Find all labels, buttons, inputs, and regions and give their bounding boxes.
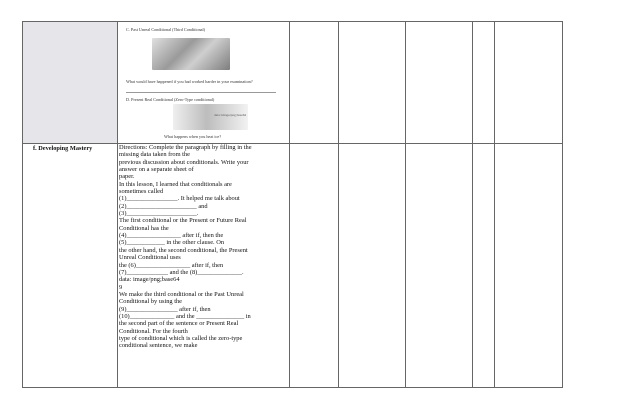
image-caption: data: image/png;base64 bbox=[214, 113, 247, 117]
paragraph-line: Conditional has the bbox=[119, 224, 169, 232]
exam-stress-image bbox=[152, 38, 230, 70]
paragraph-line: sometimes called bbox=[119, 188, 164, 196]
paragraph-line: In this lesson, I learned that conditionals are bbox=[119, 180, 232, 188]
paragraph-line: (4)_________________ after if, then the bbox=[119, 232, 224, 240]
empty-cell bbox=[290, 144, 339, 388]
empty-cell bbox=[406, 144, 473, 388]
paragraph-line: (5)____________ in the other clause. On bbox=[119, 239, 225, 247]
developing-mastery-content-cell bbox=[118, 144, 290, 388]
empty-cell bbox=[290, 22, 339, 144]
paragraph-line: the second part of the sentence or Present Real bbox=[119, 320, 239, 328]
empty-cell bbox=[339, 144, 406, 388]
question-c: What would have happened if you had worked harder in your examination? bbox=[126, 79, 253, 84]
item-d-heading: D. Present Real Conditional (Zero-Type conditional) bbox=[126, 97, 215, 102]
paragraph-line: (7)_____________ and the (8)______________. bbox=[119, 268, 244, 276]
paragraph-line: Conditional by using the bbox=[119, 298, 183, 306]
paragraph-line: Unreal Conditional uses bbox=[119, 254, 181, 262]
paragraph-line: conditional sentence, we make bbox=[119, 342, 198, 350]
empty-cell bbox=[495, 22, 563, 144]
empty-cell bbox=[473, 144, 495, 388]
paragraph-line: previous discussion about conditionals. Write your bbox=[119, 158, 249, 166]
paragraph-line: The first conditional or the Present or Future Real bbox=[119, 217, 247, 225]
question-d: What happens when you heat ice? bbox=[164, 134, 222, 139]
answer-line bbox=[126, 92, 276, 93]
paragraph-line: 9 bbox=[119, 283, 123, 291]
table-row-developing-mastery bbox=[23, 144, 563, 388]
empty-cell bbox=[473, 22, 495, 144]
lesson-plan-table bbox=[22, 21, 563, 388]
heat-ice-image bbox=[173, 104, 248, 130]
lesson-content-cell bbox=[118, 22, 290, 144]
developing-mastery-label-cell bbox=[23, 144, 118, 388]
paragraph-line: missing data taken from the bbox=[119, 151, 190, 159]
paragraph-line: the (6)_________________ after if, then bbox=[119, 261, 224, 269]
paragraph-line: the other hand, the second conditional, the Present bbox=[119, 246, 248, 254]
paragraph-line: (3)______________________. bbox=[119, 210, 199, 218]
paragraph-line: paper. bbox=[119, 173, 135, 181]
developing-mastery-label: f. Developing Mastery bbox=[33, 145, 93, 152]
paragraph-line: (9)________________ after if, then bbox=[119, 305, 211, 313]
paragraph-line: We make the third conditional or the Past Unreal bbox=[119, 290, 244, 298]
paragraph-line: (2)______________________ and bbox=[119, 202, 208, 210]
empty-cell bbox=[495, 144, 563, 388]
empty-cell bbox=[406, 22, 473, 144]
item-c-heading: C. Past Unreal Conditional (Third Conditional) bbox=[126, 27, 206, 32]
paragraph-line: Directions: Complete the paragraph by filling in the bbox=[119, 144, 252, 151]
table-row-lesson-content bbox=[23, 22, 563, 144]
developing-mastery-paragraph bbox=[118, 144, 289, 350]
paragraph-line: (10)______________ and the _______________ in bbox=[119, 312, 251, 320]
paragraph-line: type of conditional which is called the zero-type bbox=[119, 334, 243, 342]
paragraph-line: answer on a separate sheet of bbox=[119, 166, 194, 174]
empty-label-cell bbox=[23, 22, 118, 144]
paragraph-line: Conditional. For the fourth bbox=[119, 327, 188, 335]
paragraph-line: data: image/png;base64 bbox=[119, 276, 180, 284]
paragraph-line: (1)________________. It helped me talk about bbox=[119, 195, 240, 203]
empty-cell bbox=[339, 22, 406, 144]
